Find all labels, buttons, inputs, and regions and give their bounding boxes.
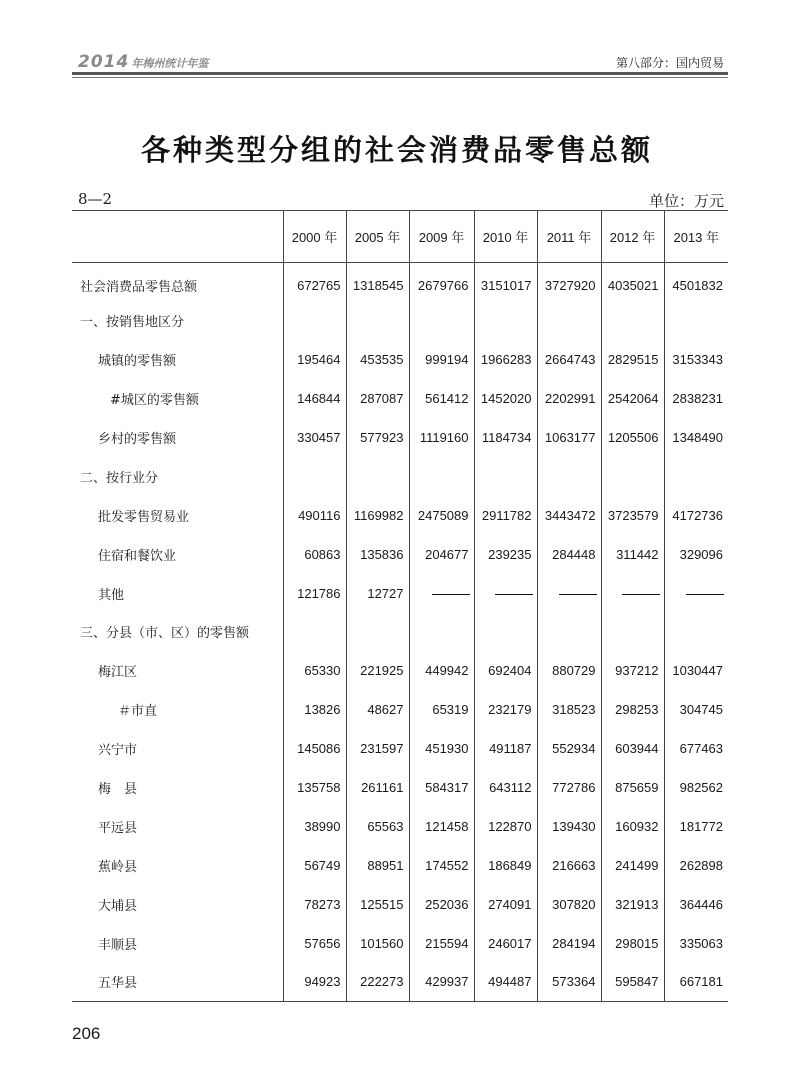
cell-value: 101560 — [346, 924, 409, 963]
stub-header — [72, 211, 283, 263]
cell-value: 78273 — [283, 885, 346, 924]
cell-value: 2679766 — [409, 263, 474, 302]
cell-value: 65563 — [346, 807, 409, 846]
cell-value: 451930 — [409, 729, 474, 768]
table-row — [72, 301, 728, 340]
table-row — [72, 651, 728, 690]
cell-value: 261161 — [346, 768, 409, 807]
cell-value: 56749 — [283, 846, 346, 885]
table-row — [72, 768, 728, 807]
cell-value: 3153343 — [664, 340, 728, 379]
cell-value: 239235 — [474, 535, 537, 574]
cell-value: 577923 — [346, 418, 409, 457]
cell-value: 584317 — [409, 768, 474, 807]
cell-value — [474, 457, 537, 496]
cell-value: 145086 — [283, 729, 346, 768]
cell-value: 38990 — [283, 807, 346, 846]
table-row — [72, 846, 728, 885]
page-header — [0, 44, 794, 74]
row-label: #城区的零售额 — [110, 393, 199, 409]
cell-value: 4172736 — [664, 496, 728, 535]
row-label: 三、分县（市、区）的零售额 — [80, 626, 250, 642]
cell-value: 573364 — [537, 963, 601, 1002]
cell-value: 937212 — [601, 651, 664, 690]
cell-value: 672765 — [283, 263, 346, 302]
cell-value: 4035021 — [601, 263, 664, 302]
cell-value: 139430 — [537, 807, 601, 846]
row-label: 社会消费品零售总额 — [80, 280, 198, 296]
dash-mark — [686, 594, 724, 595]
cell-value: 999194 — [409, 340, 474, 379]
cell-value: 65330 — [283, 651, 346, 690]
cell-value: 603944 — [601, 729, 664, 768]
cell-value: 135758 — [283, 768, 346, 807]
table-row — [72, 418, 728, 457]
cell-value: 330457 — [283, 418, 346, 457]
cell-value: 1184734 — [474, 418, 537, 457]
cell-value: 982562 — [664, 768, 728, 807]
table-row — [72, 924, 728, 963]
cell-value — [537, 457, 601, 496]
cell-value: 321913 — [601, 885, 664, 924]
cell-value: 364446 — [664, 885, 728, 924]
brand-year: 2014 — [78, 52, 130, 72]
row-label: 大埔县 — [98, 898, 138, 914]
cell-value: 121786 — [283, 574, 346, 613]
cell-value: 449942 — [409, 651, 474, 690]
row-label: 一、按销售地区分 — [80, 315, 185, 331]
cell-value: 252036 — [409, 885, 474, 924]
cell-value — [409, 457, 474, 496]
row-label: 梅 县 — [98, 782, 138, 798]
dash-mark — [622, 594, 660, 595]
cell-value: 48627 — [346, 690, 409, 729]
cell-value: 2542064 — [601, 379, 664, 418]
cell-value: 2475089 — [409, 496, 474, 535]
cell-value: 298253 — [601, 690, 664, 729]
cell-value: 3443472 — [537, 496, 601, 535]
cell-value: 246017 — [474, 924, 537, 963]
cell-value: 335063 — [664, 924, 728, 963]
cell-value: 125515 — [346, 885, 409, 924]
cell-value — [537, 613, 601, 652]
table-row — [72, 263, 728, 302]
table-row — [72, 496, 728, 535]
cell-value — [664, 457, 728, 496]
cell-value: 2829515 — [601, 340, 664, 379]
cell-value: 186849 — [474, 846, 537, 885]
no-data-dash — [409, 574, 474, 613]
cell-value — [283, 457, 346, 496]
dash-mark — [432, 594, 470, 595]
table-row — [72, 729, 728, 768]
dash-mark — [495, 594, 533, 595]
cell-value: 595847 — [601, 963, 664, 1002]
table-row — [72, 535, 728, 574]
brand-text: 年梅州统计年鉴 — [131, 57, 209, 70]
table-body — [72, 263, 728, 1002]
cell-value — [346, 301, 409, 340]
cell-value: 2911782 — [474, 496, 537, 535]
cell-value — [346, 457, 409, 496]
cell-value: 3727920 — [537, 263, 601, 302]
table-row — [72, 690, 728, 729]
cell-value — [601, 301, 664, 340]
table-row — [72, 457, 728, 496]
cell-value: 875659 — [601, 768, 664, 807]
table-row — [72, 613, 728, 652]
cell-value: 552934 — [537, 729, 601, 768]
cell-value: 262898 — [664, 846, 728, 885]
table-row — [72, 885, 728, 924]
cell-value — [664, 301, 728, 340]
no-data-dash — [537, 574, 601, 613]
row-label: 二、按行业分 — [80, 470, 159, 486]
cell-value: 318523 — [537, 690, 601, 729]
no-data-dash — [664, 574, 728, 613]
cell-value: 643112 — [474, 768, 537, 807]
cell-value: 307820 — [537, 885, 601, 924]
yearbook-brand — [78, 52, 208, 72]
row-label: 蕉岭县 — [98, 859, 138, 875]
cell-value: 232179 — [474, 690, 537, 729]
cell-value — [283, 301, 346, 340]
cell-value: 12727 — [346, 574, 409, 613]
cell-value: 146844 — [283, 379, 346, 418]
column-header: 2013 年 — [664, 211, 728, 263]
column-header: 2005 年 — [346, 211, 409, 263]
cell-value: 2202991 — [537, 379, 601, 418]
cell-value: 122870 — [474, 807, 537, 846]
dash-mark — [559, 594, 597, 595]
row-label: 其他 — [98, 587, 125, 603]
retail-sales-table — [72, 210, 728, 1002]
cell-value: 429937 — [409, 963, 474, 1002]
table-header-row — [72, 211, 728, 263]
page-title: 各种类型分组的社会消费品零售总额 — [140, 133, 653, 167]
table-code: 8—2 — [78, 190, 113, 208]
section-title: 第八部分：国内贸易 — [615, 56, 724, 70]
row-label: 乡村的零售额 — [98, 432, 177, 447]
cell-value: 1119160 — [409, 418, 474, 457]
cell-value: 2838231 — [664, 379, 728, 418]
column-header: 2000 年 — [283, 211, 346, 263]
cell-value: 121458 — [409, 807, 474, 846]
table-row — [72, 340, 728, 379]
cell-value: 667181 — [664, 963, 728, 1002]
cell-value — [409, 301, 474, 340]
cell-value — [537, 301, 601, 340]
cell-value — [474, 301, 537, 340]
column-header: 2009 年 — [409, 211, 474, 263]
table-row — [72, 379, 728, 418]
cell-value: 181772 — [664, 807, 728, 846]
cell-value: 561412 — [409, 379, 474, 418]
cell-value: 284194 — [537, 924, 601, 963]
cell-value — [601, 457, 664, 496]
row-label: 兴宁市 — [98, 743, 138, 759]
cell-value: 287087 — [346, 379, 409, 418]
cell-value: 174552 — [409, 846, 474, 885]
cell-value: 216663 — [537, 846, 601, 885]
cell-value: 221925 — [346, 651, 409, 690]
cell-value: 57656 — [283, 924, 346, 963]
cell-value: 241499 — [601, 846, 664, 885]
cell-value: 1205506 — [601, 418, 664, 457]
column-header: 2011 年 — [537, 211, 601, 263]
cell-value: 304745 — [664, 690, 728, 729]
cell-value: 772786 — [537, 768, 601, 807]
cell-value: 195464 — [283, 340, 346, 379]
column-header: 2010 年 — [474, 211, 537, 263]
cell-value: 494487 — [474, 963, 537, 1002]
cell-value: 204677 — [409, 535, 474, 574]
cell-value: 298015 — [601, 924, 664, 963]
page-number: 206 — [72, 1024, 101, 1043]
cell-value: 13826 — [283, 690, 346, 729]
cell-value — [601, 613, 664, 652]
cell-value: 60863 — [283, 535, 346, 574]
no-data-dash — [474, 574, 537, 613]
cell-value: 1318545 — [346, 263, 409, 302]
cell-value: 94923 — [283, 963, 346, 1002]
cell-value: 880729 — [537, 651, 601, 690]
column-header: 2012 年 — [601, 211, 664, 263]
cell-value: 2664743 — [537, 340, 601, 379]
table-row — [72, 807, 728, 846]
cell-value: 215594 — [409, 924, 474, 963]
row-label: 五华县 — [98, 976, 138, 992]
row-label: 城镇的零售额 — [98, 354, 177, 370]
cell-value: 329096 — [664, 535, 728, 574]
cell-value: 1348490 — [664, 418, 728, 457]
table-row — [72, 963, 728, 1002]
row-label: ＃市直 — [118, 704, 158, 720]
cell-value: 222273 — [346, 963, 409, 1002]
cell-value: 65319 — [409, 690, 474, 729]
cell-value: 490116 — [283, 496, 346, 535]
cell-value: 88951 — [346, 846, 409, 885]
cell-value: 453535 — [346, 340, 409, 379]
cell-value: 160932 — [601, 807, 664, 846]
cell-value: 1063177 — [537, 418, 601, 457]
cell-value — [283, 613, 346, 652]
cell-value — [664, 613, 728, 652]
cell-value: 1966283 — [474, 340, 537, 379]
cell-value: 677463 — [664, 729, 728, 768]
cell-value: 1030447 — [664, 651, 728, 690]
row-label: 丰顺县 — [98, 937, 138, 953]
cell-value: 231597 — [346, 729, 409, 768]
cell-value — [409, 613, 474, 652]
cell-value — [474, 613, 537, 652]
table-row — [72, 574, 728, 613]
cell-value: 1452020 — [474, 379, 537, 418]
no-data-dash — [601, 574, 664, 613]
row-label: 平远县 — [98, 820, 138, 836]
cell-value: 135836 — [346, 535, 409, 574]
cell-value: 1169982 — [346, 496, 409, 535]
header-rule — [72, 72, 728, 75]
cell-value: 311442 — [601, 535, 664, 574]
cell-value: 274091 — [474, 885, 537, 924]
cell-value: 491187 — [474, 729, 537, 768]
row-label: 梅江区 — [98, 665, 138, 681]
row-label: 住宿和餐饮业 — [98, 548, 177, 564]
cell-value — [346, 613, 409, 652]
cell-value: 284448 — [537, 535, 601, 574]
cell-value: 4501832 — [664, 263, 728, 302]
cell-value: 3723579 — [601, 496, 664, 535]
header-rule-thin — [72, 77, 728, 78]
row-label: 批发零售贸易业 — [98, 509, 190, 525]
cell-value: 692404 — [474, 651, 537, 690]
unit-label: 单位：万元 — [648, 192, 724, 210]
cell-value: 3151017 — [474, 263, 537, 302]
